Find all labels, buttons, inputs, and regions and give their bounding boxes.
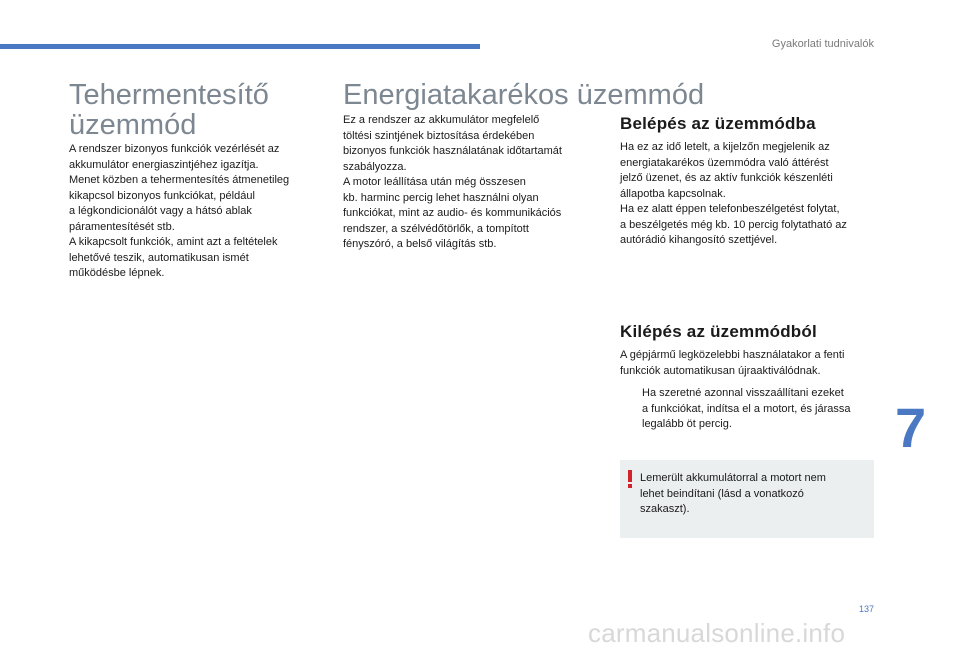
exit-body: A gépjármű legközelebbi használatakor a fenti funkciók automatikusan újraaktiválódnak. <box>620 349 845 377</box>
title-energiatakarekos: Energiatakarékos üzemmód <box>343 79 705 111</box>
section-label: Gyakorlati tudnivalók <box>771 38 874 50</box>
header-accent-bar <box>0 44 480 49</box>
title-line-2: üzemmód <box>69 109 197 141</box>
enter-body: Ha ez az idő letelt, a kijelzőn megjelenik az energiatakarékos üzemmódra való áttérést jelző üzenet, és az aktív funkciók készenléti állapotba kapcsolnak. Ha ez alatt éppen telefonbeszélgetést folytat, a beszélgetés még kb. 10 percig folytatható az autórádió kihangosító szettjével. <box>620 141 847 246</box>
watermark: carmanualsonline.info <box>588 618 846 648</box>
chapter-number: 7 <box>895 396 927 459</box>
warning-exclamation-icon <box>627 470 633 488</box>
heading-enter-mode: Belépés az üzemmódba <box>620 114 816 133</box>
title-tehermentesito <box>69 80 269 140</box>
warning-text: Lemerült akkumulátorral a motort nem lehet beindítani (lásd a vonatkozó szakaszt). <box>640 472 826 515</box>
title-line-1: Tehermentesítő <box>69 79 269 111</box>
page-number: 137 <box>858 604 874 614</box>
col2-body: Ez a rendszer az akkumulátor megfelelő töltési szintjének biztosítása érdekében bizonyos funkciók használatának időtartamát szabályozza. A motor leállítása után még összesen kb. harminc percig lehet használni olyan funkciókat, mint az audio- és kommunikációs rendszer, a szélvédőtörlők, a tompított fényszóró, a belső világítás stb. <box>343 114 562 250</box>
heading-exit-mode: Kilépés az üzemmódból <box>620 322 817 341</box>
exit-bullet-text: Ha szeretné azonnal visszaállítani ezeket a funkciókat, indítsa el a motort, és járassa legalább öt percig. <box>642 387 851 430</box>
col1-body: A rendszer bizonyos funkciók vezérlését az akkumulátor energiaszintjéhez igazítja. Menet közben a tehermentesítés átmenetileg kikapcsol bizonyos funkciókat, például a légkondicionálót vagy a hátsó ablak páramentesítését stb. A kikapcsolt funkciók, amint azt a feltételek lehetővé teszik, automatikusan ismét működésbe lépnek. <box>69 143 290 279</box>
